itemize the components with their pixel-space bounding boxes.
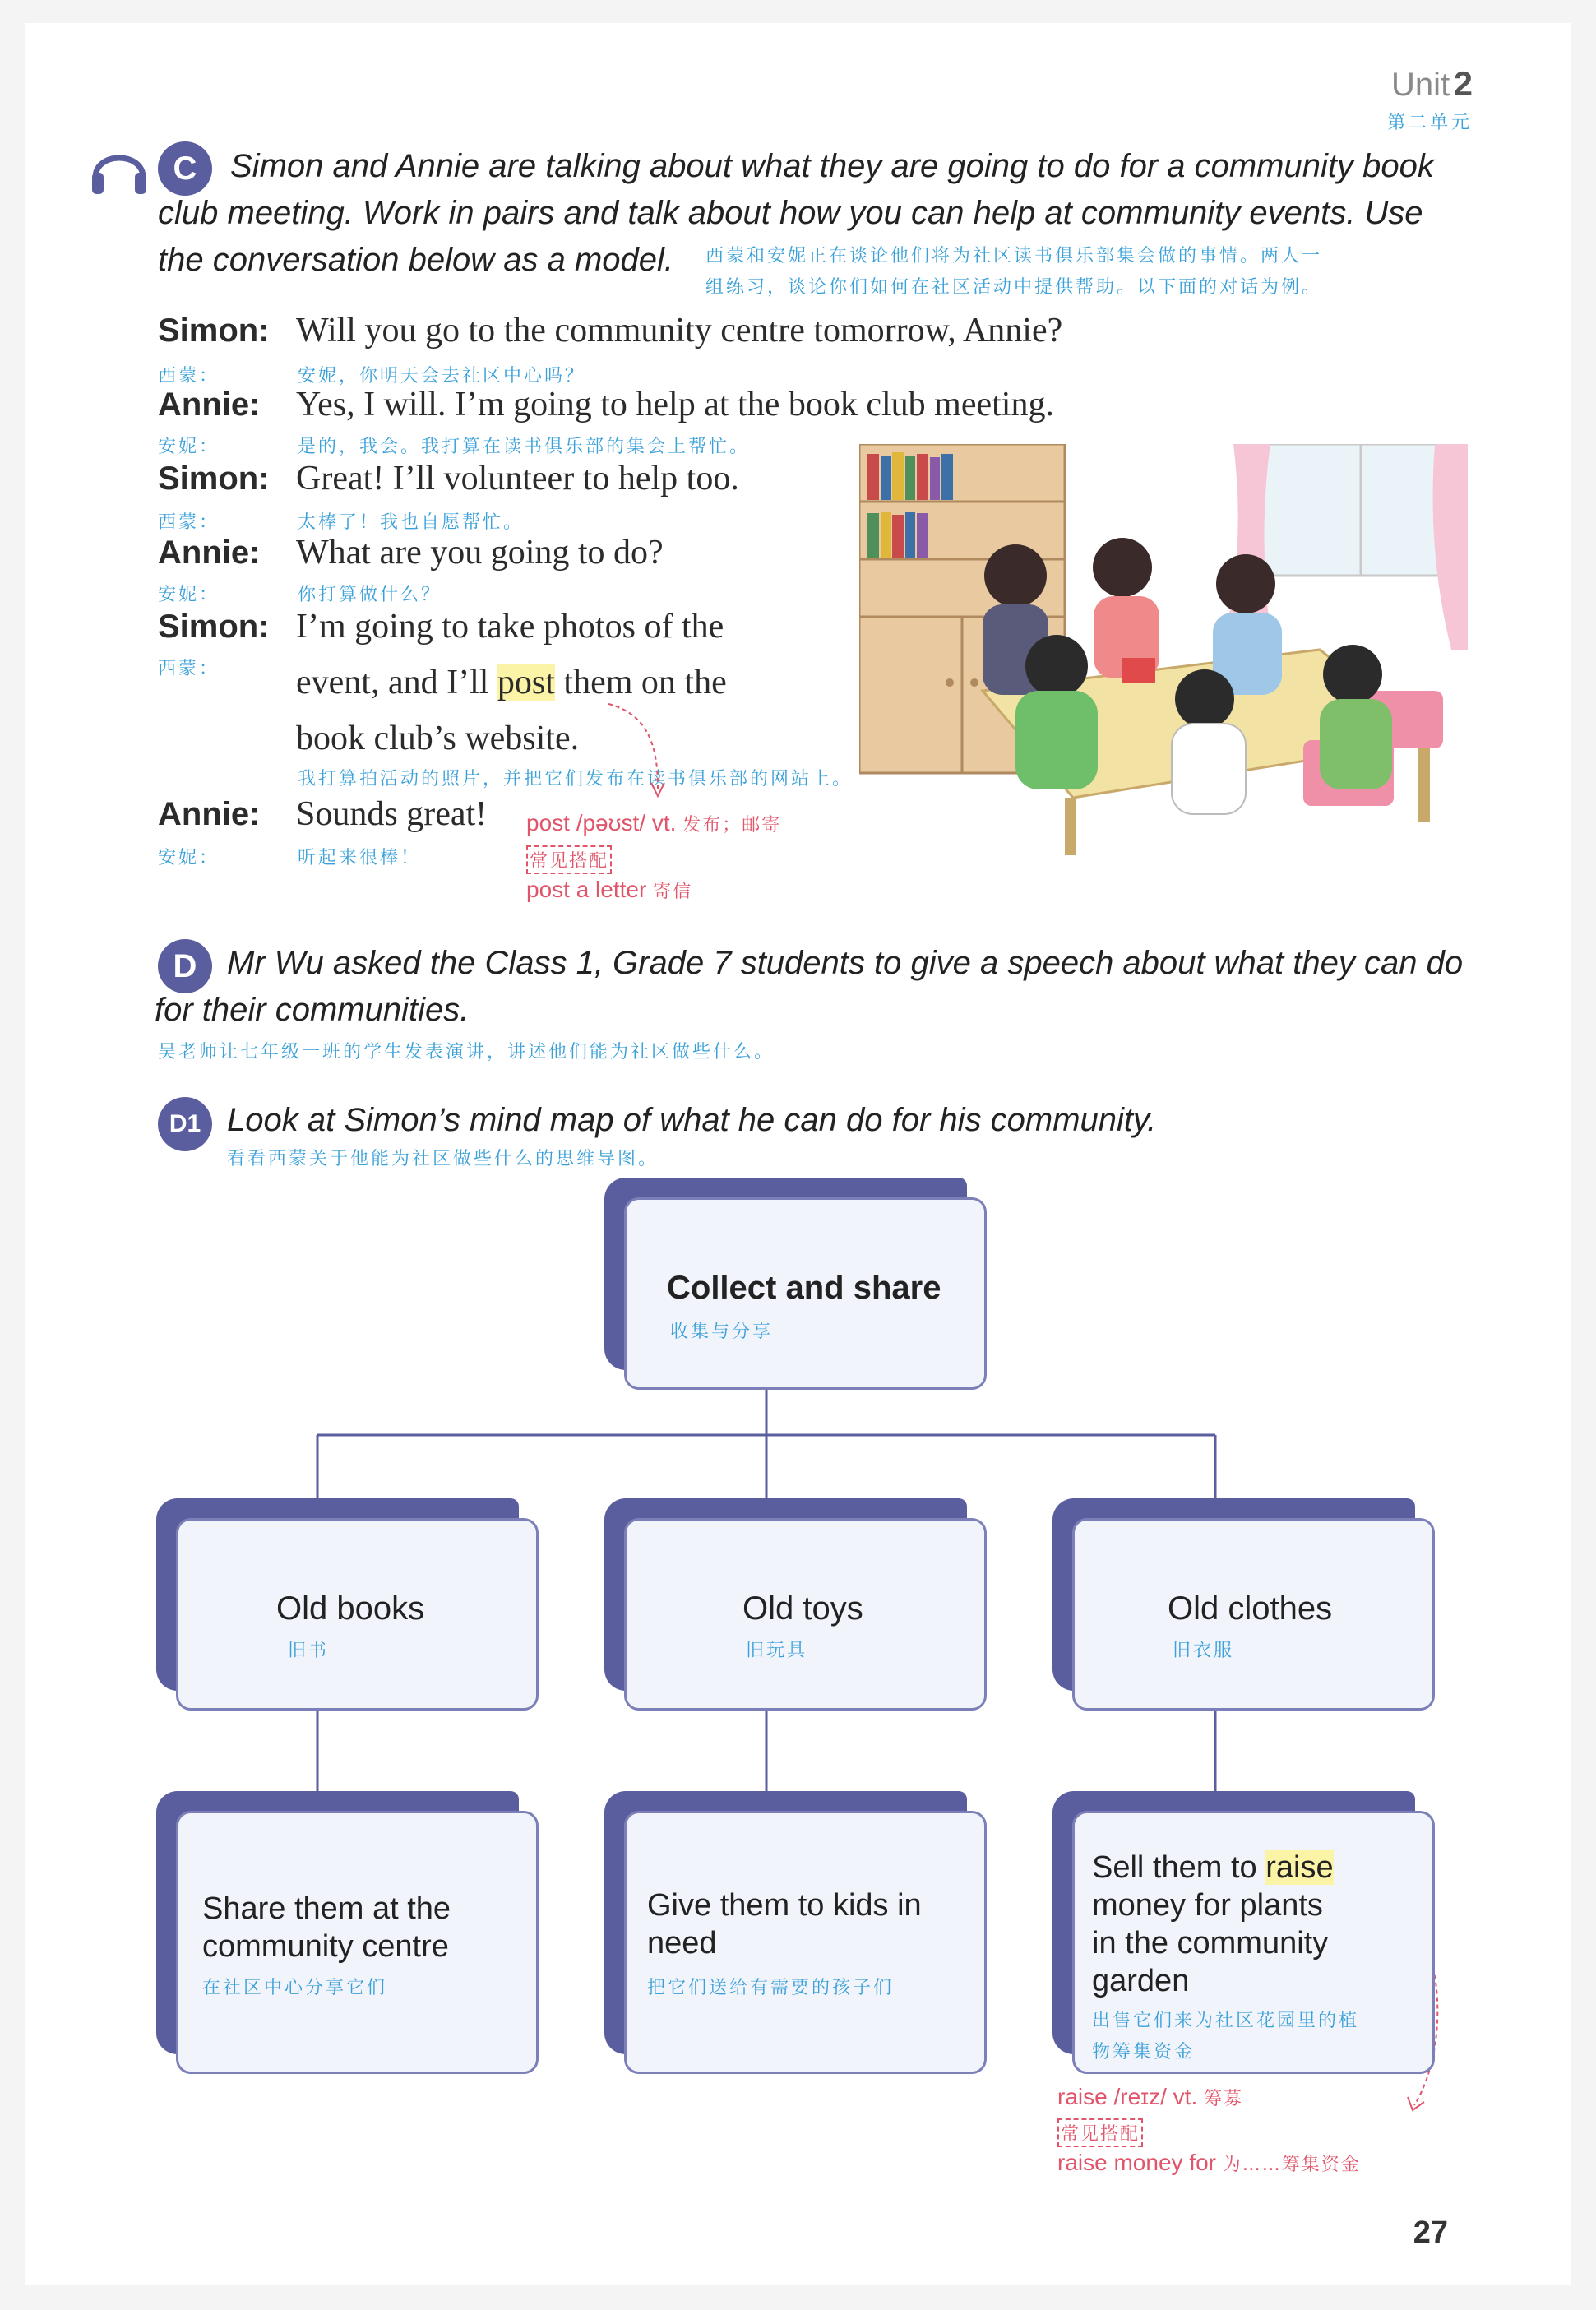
section-d1-instruction: Look at Simon’s mind map of what he can do for his community. [227,1102,1157,1138]
collocation-text: post a letter [526,877,647,902]
speaker-label: Simon: [158,312,270,349]
speaker-label-cn: 西蒙： [158,512,220,533]
vocab-raise-meaning: 筹募 [1204,2089,1244,2109]
vocab-post [526,810,781,836]
dialogue-line-cn: 你打算做什么？ [298,585,442,605]
leaf-text-cn: 物筹集资金 [1092,2042,1196,2062]
highlighted-word-post[interactable]: post [497,664,555,701]
leaf-text: community centre [202,1929,449,1964]
dialogue-line: Yes, I will. I’m going to help at the book club meeting. [296,386,1054,424]
section-c-translation-1: 西蒙和安妮正在谈论他们将为社区读书俱乐部集会做的事情。两人一 [705,246,1323,266]
leaf-text: Share them at the [202,1891,451,1926]
speaker-label-cn: 西蒙： [158,366,220,387]
leaf-text-cn: 在社区中心分享它们 [202,1978,388,1998]
leaf-text: garden [1092,1964,1190,1998]
speaker-label: Annie: [158,387,261,423]
dialogue-text: event, and I’ll [296,664,497,701]
unit-label-cn: 第二单元 [1386,112,1473,132]
section-c-instruction-3: the conversation below as a model. [158,242,674,278]
mind-map-root [604,1178,987,1390]
speaker-label: Simon: [158,461,270,497]
mind-map-leaf-share [156,1791,539,2074]
dialogue-line: Great! I’ll volunteer to help too. [296,460,739,498]
unit-number: 2 [1453,64,1473,103]
collocation-text-cn: 为……筹集资金 [1222,2155,1361,2175]
leaf-text [1092,1849,1334,1886]
speaker-label-cn: 安妮： [158,848,220,868]
speaker-label: Annie: [158,535,261,571]
dialogue-line: book club’s website. [296,720,580,757]
leaf-text-cn: 把它们送给有需要的孩子们 [647,1978,895,1998]
dialogue-line: Sounds great! [296,795,488,833]
section-c-instruction-2: club meeting. Work in pairs and talk about how you can help at community events. Use [158,195,1423,231]
mind-map-node-old-toys [604,1498,987,1711]
section-c-badge: C [158,141,212,196]
collocation-tag: 常见搭配 [526,845,612,874]
section-d1-translation: 看看西蒙关于他能为社区做些什么的思维导图。 [227,1149,659,1169]
speaker-label-cn: 安妮： [158,585,220,605]
dialogue-line: What are you going to do? [296,534,664,572]
section-d-instruction-1: Mr Wu asked the Class 1, Grade 7 students to give a speech about what they can do [227,945,1464,981]
vocab-post-meaning: 发布；邮寄 [682,815,782,836]
node-label-cn: 旧衣服 [1173,1641,1235,1661]
section-d-instruction-2: for their communities. [155,992,470,1028]
headphones-icon[interactable] [89,140,150,197]
dialogue-line-cn: 听起来很棒！ [298,848,422,868]
unit-header [1387,64,1473,134]
page-number: 27 [1413,2215,1448,2250]
root-label: Collect and share [667,1270,941,1306]
dialogue-line-cn: 是的，我会。我打算在读书俱乐部的集会上帮忙。 [298,437,751,457]
dialogue-line-cn: 安妮，你明天会去社区中心吗？ [298,366,586,387]
speaker-label: Annie: [158,796,261,832]
mind-map-node-old-books [156,1498,539,1711]
collocation-text-cn: 寄信 [653,882,693,902]
vocab-arrow [576,699,674,806]
vocab-raise [1057,2084,1243,2110]
dialogue-line: I’m going to take photos of the [296,608,724,646]
vocab-raise-word: raise /reɪz/ vt. [1057,2084,1198,2109]
section-d1-badge: D1 [158,1097,212,1151]
dialogue-line [296,663,727,702]
vocab-post-collocation [526,877,692,903]
section-d-translation: 吴老师让七年级一班的学生发表演讲，讲述他们能为社区做些什么。 [158,1042,775,1062]
mind-map-leaf-give [604,1791,987,2074]
dialogue-line: Will you go to the community centre tomorrow, Annie? [296,312,1063,350]
book-club-illustration [859,444,1468,855]
collocation-text: raise money for [1057,2150,1216,2175]
unit-label: Unit [1391,67,1450,103]
section-c-translation-2: 组练习，谈论你们如何在社区活动中提供帮助。以下面的对话为例。 [705,277,1323,298]
leaf-text-cn: 出售它们来为社区花园里的植 [1092,2011,1360,2031]
leaf-text: need [647,1926,717,1960]
vocab-raise-collocation [1057,2150,1361,2176]
vocab-post-word: post /pəʊst/ vt. [526,810,677,836]
node-label: Old books [276,1590,425,1627]
dialogue-line-cn: 太棒了！我也自愿帮忙。 [298,512,525,533]
speaker-label-cn: 西蒙： [158,659,220,679]
mind-map-leaf-sell [1052,1791,1435,2074]
leaf-text: money for plants [1092,1888,1323,1923]
dialogue-line-cn: 我打算拍活动的照片，并把它们发布在读书俱乐部的网站上。 [298,769,854,789]
speaker-label-cn: 安妮： [158,437,220,457]
node-label: Old clothes [1168,1590,1333,1627]
section-d-badge: D [158,939,212,993]
leaf-text: in the community [1092,1926,1329,1960]
collocation-tag: 常见搭配 [1057,2118,1143,2147]
dialogue-text: them on the [554,664,727,701]
node-label-cn: 旧书 [288,1641,330,1661]
speaker-label: Simon: [158,609,270,645]
highlighted-word-raise[interactable]: raise [1265,1850,1334,1885]
node-label-cn: 旧玩具 [746,1641,808,1661]
section-c-instruction-1: Simon and Annie are talking about what they are going to do for a community book [230,148,1434,184]
root-label-cn: 收集与分享 [670,1322,774,1342]
mind-map-node-old-clothes [1052,1498,1435,1711]
leaf-text-part: Sell them to [1092,1850,1266,1885]
node-label: Old toys [742,1590,863,1627]
leaf-text: Give them to kids in [647,1888,922,1923]
